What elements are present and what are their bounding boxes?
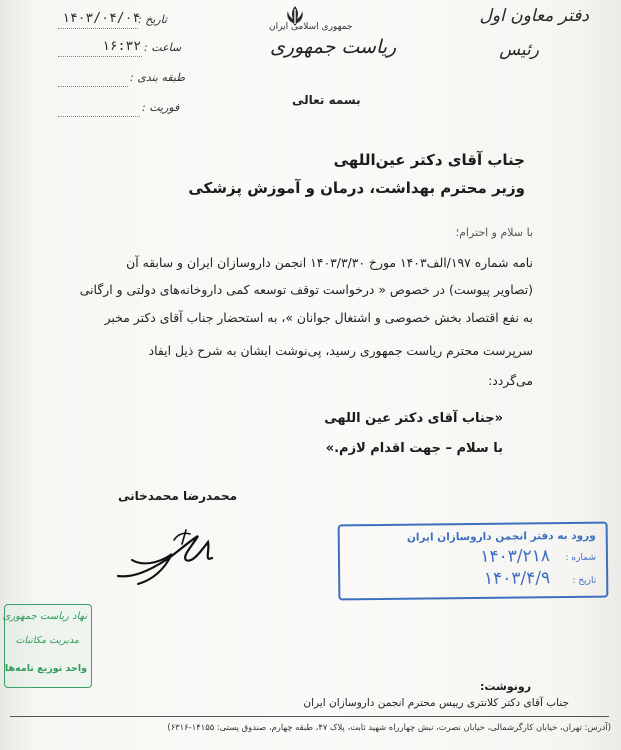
office-stamp-line-1: نهاد ریاست جمهوری	[2, 611, 87, 622]
body-line-3: به نفع اقتصاد بخش خصوصی و اشتغال جوانان »، به استحضار جناب آقای دکتر مخبر	[104, 310, 533, 325]
footer-address: (آدرس: تهران، خیابان کارگرشمالی، خیابان نصرت، نبش چهارراه شهید ثابت، پلاک ۴۷، طبقه چهارم، صندوق پستی: ۱۴۱۵۵-۶۳۱۶)	[167, 722, 611, 732]
endorsement-line-2: با سلام – جهت اقدام لازم.»	[325, 441, 503, 456]
entry-stamp-number-value: ۱۴۰۳/۲۱۸	[480, 546, 551, 567]
salutation: با سلام و احترام؛	[455, 226, 533, 239]
office-title: دفتر معاون اول	[479, 6, 589, 26]
office-stamp-line-3: واحد توزیع نامه‌ها	[4, 663, 87, 674]
office-stamp-line-2: مدیریت مکاتبات	[15, 635, 79, 646]
date-value: ۱۴۰۳/۰۴/۰۴	[62, 11, 141, 26]
entry-stamp-date-label: تاریخ :	[572, 575, 597, 586]
office-subtitle: رئیس	[499, 40, 539, 60]
entry-stamp-title: ورود به دفتر انجمن داروسازان ایران	[406, 529, 596, 544]
presidency-office-stamp	[4, 604, 92, 688]
cc-label: رونوشت:	[480, 680, 532, 693]
body-line-5: می‌گردد:	[488, 373, 533, 388]
classification-dotline	[58, 86, 128, 87]
classification-label: طبقه بندی :	[130, 71, 185, 84]
body-line-4: سرپرست محترم ریاست جمهوری رسید، پی‌نوشت ایشان به شرح ذیل ایفاد	[148, 343, 533, 358]
time-dotline	[58, 56, 142, 57]
urgency-dotline	[58, 116, 140, 117]
date-label: تاریخ :	[138, 13, 168, 26]
entry-stamp	[338, 522, 609, 601]
entry-stamp-number-label: شماره :	[565, 552, 597, 564]
urgency-label: فوریت :	[142, 101, 180, 114]
bismillah: بسمه تعالی	[292, 93, 361, 107]
cc-recipient: جناب آقای دکتر کلانتری رییس محترم انجمن داروسازان ایران	[303, 697, 569, 709]
footer-divider	[10, 716, 609, 717]
presidency-title: ریاست جمهوری	[270, 36, 397, 58]
handwritten-signature	[112, 520, 222, 590]
entry-stamp-date-value: ۱۴۰۳/۴/۹	[483, 568, 551, 589]
signer-name: محمدرضا محمدخانی	[118, 489, 238, 503]
addressee-title: وزیر محترم بهداشت، درمان و آموزش پزشکی	[188, 179, 525, 197]
time-label: ساعت :	[144, 41, 182, 54]
addressee-name: جناب آقای دکتر عین‌اللهی	[333, 151, 525, 169]
endorsement-line-1: «جناب آقای دکتر عین اللهی	[324, 411, 503, 426]
date-dotline	[58, 28, 138, 29]
body-line-1: نامه شماره ۱۹۷/الف۱۴۰۳ مورخ ۱۴۰۳/۳/۳۰ انجمن داروسازان ایران و سابقه آن	[126, 255, 533, 270]
body-line-2: (تصاویر پیوست) در خصوص « درخواست توقف توسعه کمی داروخانه‌های دولتی و ارگانی	[79, 282, 533, 297]
republic-name-small: جمهوری اسلامی ایران	[269, 22, 353, 32]
time-value: ۱۶:۳۲	[102, 39, 142, 54]
